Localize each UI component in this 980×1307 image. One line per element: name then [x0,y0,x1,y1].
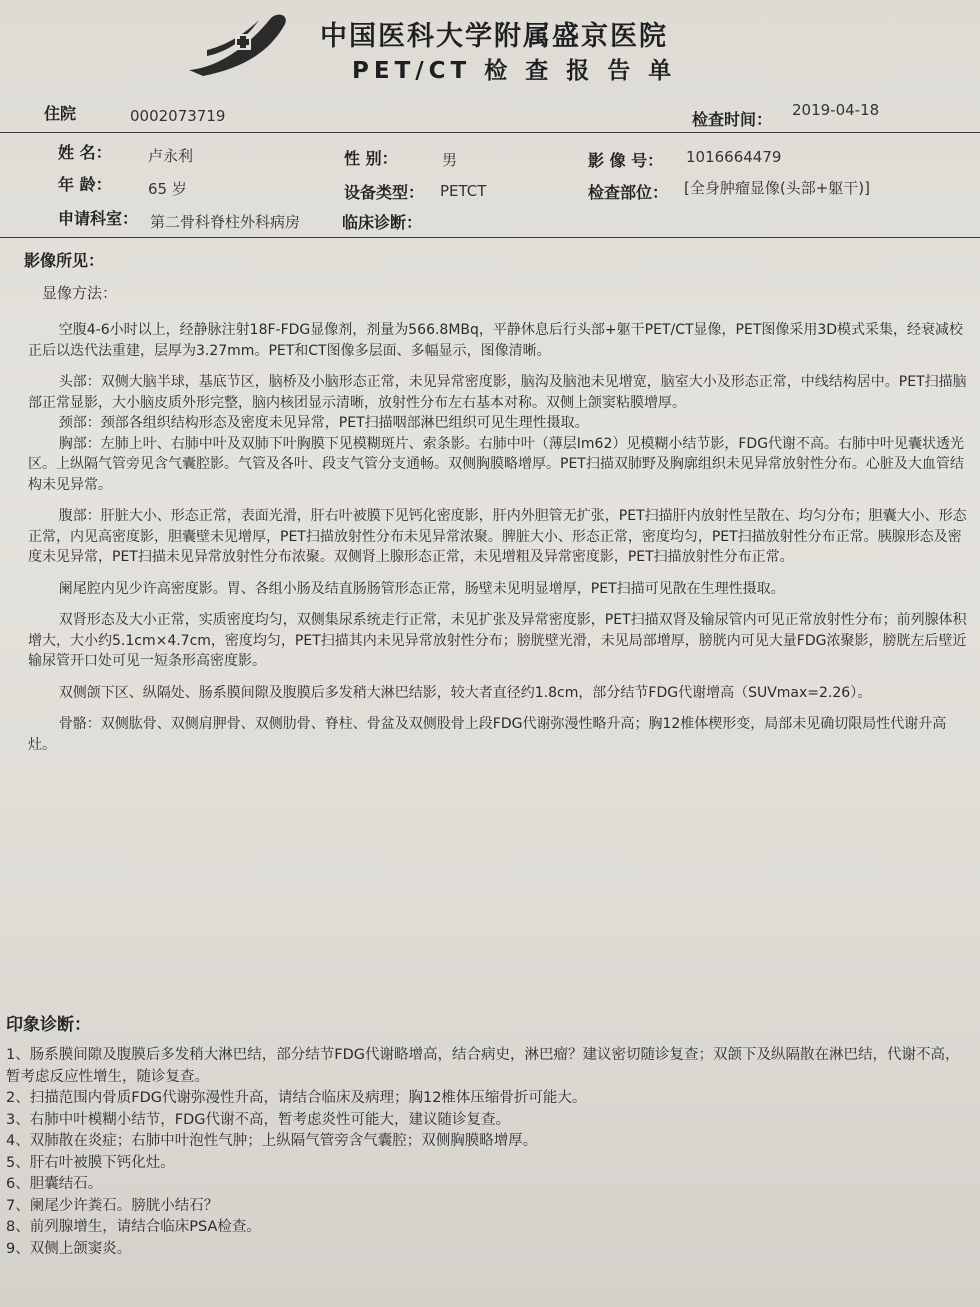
impression-title: 印象诊断： [6,1015,91,1035]
patient-name: 卢永利 [148,147,194,165]
findings-paragraph: 颈部：颈部各组织结构形态及密度未见异常，PET扫描咽部淋巴组织可见生理性摄取。 [58,415,589,431]
sex-label: 性 别： [344,149,398,168]
impression-list [6,1045,966,1260]
impression-item: 4、双肺散在炎症；右肺中叶泡性气肿；上纵隔气管旁含气囊腔；双侧胸膜略增厚。 [6,1133,538,1149]
findings-paragraph: 阑尾腔内见少许高密度影。胃、各组小肠及结直肠肠管形态正常，肠壁未见明显增厚，PET扫描可见散在生理性摄取。 [58,580,785,597]
method-label: 显像方法： [42,284,118,302]
exam-time-label: 检查时间： [692,110,773,129]
findings-paragraph: 头部：双侧大脑半球，基底节区，脑桥及小脑形态正常，未见异常密度影，脑沟及脑池未见增宽，脑室大小及形态正常，中线结构居中。PET扫描脑部正常显影，大小脑皮质外形完整，脑内核团显示清晰，放射性分布左右基本对称。双侧上颌窦粘膜增厚。 [28,374,967,411]
department: 第二骨科脊柱外科病房 [150,213,301,231]
name-label: 姓 名： [58,143,112,162]
impression-item: 6、胆囊结石。 [6,1176,103,1192]
findings-paragraph: 空腹4-6小时以上，经静脉注射18F-FDG显像剂，剂量为566.8MBq，平静休息后行头部+躯干PET/CT显像，PET图像采用3D模式采集，经衰减校正后以迭代法重建，层厚为3.27mm。PET和CT图像多层面、多幅显示，图像清晰。 [28,322,964,359]
device-label: 设备类型： [344,183,425,202]
image-number: 1016664479 [686,148,782,166]
impression-item: 9、双侧上颌窦炎。 [6,1240,132,1257]
admission-label: 住院 [44,104,77,123]
findings-paragraph: 胸部：左肺上叶、右肺中叶及双肺下叶胸膜下见模糊斑片、索条影。右肺中叶（薄层Im62）见模糊小结节影，FDG代谢不高。右肺中叶见囊状透光区。上纵隔气管旁见含气囊腔影。气管及各叶、段支气管分支通畅。双侧胸膜略增厚。PET扫描双肺野及胸廓组织未见异常放射性分布。心脏及大血管结构未见异常。 [28,435,965,493]
report-title: PET/CT 检 查 报 告 单 [352,58,677,84]
findings-paragraph: 骨骼：双侧肱骨、双侧肩胛骨、双侧肋骨、脊柱、骨盆及双侧股骨上段FDG代谢弥漫性略升高；胸12椎体楔形变，局部未见确切限局性代谢升高灶。 [28,716,947,753]
header-divider [0,132,980,133]
findings-body [28,320,968,766]
device-type: PETCT [440,182,487,200]
impression-item: 3、右肺中叶模糊小结节，FDG代谢不高，暂考虑炎性可能大，建议随诊复查。 [6,1111,510,1128]
exam-time: 2019-04-18 [792,101,880,119]
exam-site-label: 检查部位： [588,183,669,202]
exam-site: [全身肿瘤显像(头部+躯干)] [684,179,870,197]
age-label: 年 龄： [58,175,112,194]
impression-item: 2、扫描范围内骨质FDG代谢弥漫性升高，请结合临床及病理；胸12椎体压缩骨折可能大。 [6,1090,587,1106]
impression-item: 5、肝右叶被膜下钙化灶。 [6,1154,175,1171]
patient-age: 65 岁 [148,180,187,198]
findings-title: 影像所见： [24,251,105,270]
info-divider [0,237,980,238]
admission-number: 0002073719 [130,107,226,125]
impression-item: 8、前列腺增生，请结合临床PSA检查。 [6,1219,261,1235]
hospital-logo-icon [185,10,295,82]
clinical-diagnosis-label: 临床诊断： [342,213,423,232]
patient-sex: 男 [442,151,458,169]
dept-label: 申请科室： [58,209,139,228]
image-no-label: 影 像 号： [588,151,664,170]
impression-item: 7、阑尾少许粪石。膀胱小结石？ [6,1197,219,1214]
findings-paragraph: 双侧颌下区、纵隔处、肠系膜间隙及腹膜后多发稍大淋巴结影，较大者直径约1.8cm，部分结节FDG代谢增高（SUVmax=2.26）。 [58,684,872,701]
hospital-name: 中国医科大学附属盛京医院 [320,21,668,52]
findings-paragraph: 双肾形态及大小正常，实质密度均匀，双侧集尿系统走行正常，未见扩张及异常密度影，PET扫描双肾及输尿管内可见正常放射性分布；前列腺体积增大，大小约5.1cm×4.7cm，密度均匀，PET扫描其内未见异常放射性分布；膀胱壁光滑，未见局部增厚，膀胱内可见大量FDG浓聚影，膀胱左后壁近输尿管开口处可见一短条形高密度影。 [28,612,967,669]
findings-paragraph: 腹部：肝脏大小、形态正常，表面光滑，肝右叶被膜下见钙化密度影，肝内外胆管无扩张，PET扫描肝内放射性呈散在、均匀分布；胆囊大小、形态正常，内见高密度影，胆囊壁未见增厚，PET扫描放射性分布未见异常浓聚。脾脏大小、形态正常，密度均匀，PET扫描放射性分布正常。胰腺形态及密度未见异常，PET扫描未见异常放射性分布浓聚。双侧肾上腺形态正常，未见增粗及异常密度影，PET扫描放射性分布正常。 [28,508,967,565]
impression-item: 1、肠系膜间隙及腹膜后多发稍大淋巴结，部分结节FDG代谢略增高，结合病史，淋巴瘤？建议密切随诊复查；双颌下及纵隔散在淋巴结，代谢不高，暂考虑反应性增生，随诊复查。 [6,1047,960,1085]
